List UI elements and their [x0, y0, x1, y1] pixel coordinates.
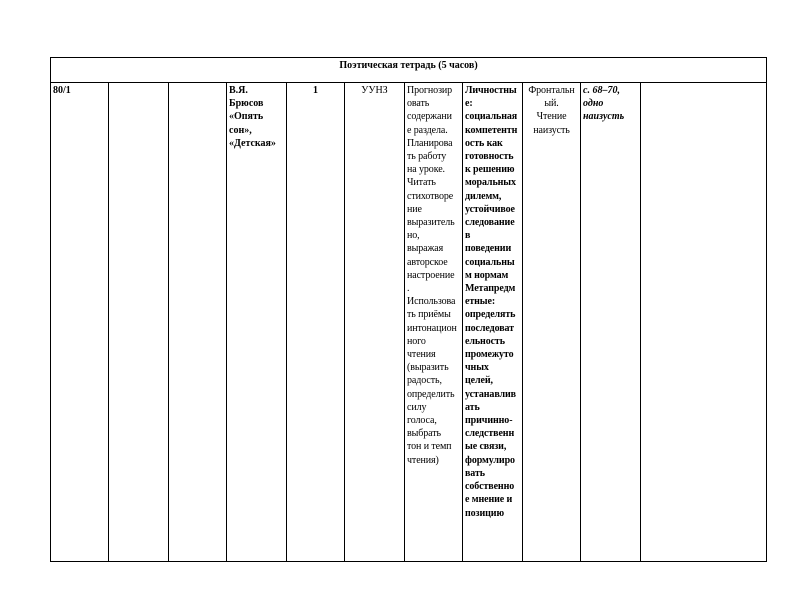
cell-line: определить	[407, 388, 455, 400]
cell-line: ость как	[465, 137, 503, 149]
cell-line: в	[465, 230, 471, 242]
cell-line: стихотворе	[407, 190, 454, 202]
cell-line: собственно	[465, 481, 515, 493]
table-row	[51, 83, 767, 562]
cell-line: Чтение	[536, 111, 567, 123]
lesson-hours: 1	[287, 83, 345, 562]
cell-line: «Опять	[229, 111, 264, 123]
cell-line: устойчивое	[465, 203, 515, 215]
cell-line: моральных	[465, 177, 516, 189]
cell-line: Читать	[407, 177, 436, 189]
cell-line: целей,	[465, 375, 493, 387]
empty-cell-2	[109, 83, 169, 562]
cell-line: устанавлив	[465, 388, 516, 400]
cell-line: ые связи,	[465, 441, 507, 453]
cell-line: социальны	[465, 256, 515, 268]
cell-line: компетентн	[465, 124, 518, 136]
cell-line: выразитель	[407, 217, 455, 229]
cell-line: сон»,	[229, 124, 252, 136]
cell-line: поведении	[465, 243, 512, 255]
cell-line: к решению	[465, 164, 515, 176]
section-header-row	[51, 58, 767, 83]
cell-line: но,	[407, 230, 420, 242]
cell-line: .	[407, 283, 410, 295]
cell-line: е мнение и	[465, 494, 513, 506]
cell-line: выбрать	[407, 428, 441, 440]
cell-line: Фронтальн	[528, 85, 575, 96]
cell-line: одно	[583, 98, 604, 110]
cell-line: Использова	[407, 296, 456, 308]
cell-line: определять	[465, 309, 516, 321]
lesson-plan-table	[50, 57, 767, 562]
cell-line: ый.	[544, 98, 559, 110]
cell-line: ельность	[465, 335, 505, 347]
cell-line: настроение	[407, 269, 455, 281]
cell-line: м нормам	[465, 269, 509, 281]
cell-line: е раздела.	[407, 124, 448, 136]
cell-line: с. 68–70,	[583, 85, 620, 96]
cell-line: радость,	[407, 375, 442, 387]
cell-line: ть приёмы	[407, 309, 451, 321]
empty-cell-11	[641, 83, 767, 562]
cell-line: ать	[465, 401, 480, 413]
cell-line: следование	[465, 217, 515, 229]
cell-line: авторское	[407, 256, 448, 268]
cell-line: В.Я.	[229, 85, 248, 96]
cell-line: овать	[407, 98, 430, 110]
cell-line: ть работу	[407, 151, 447, 163]
cell-line: Брюсов	[229, 98, 264, 110]
cell-line: чтения	[407, 349, 436, 361]
cell-line: силу	[407, 401, 427, 413]
section-title: Поэтическая тетрадь (5 часов)	[51, 58, 767, 83]
cell-line: чтения)	[407, 454, 439, 466]
cell-line: Прогнозир	[407, 85, 453, 96]
cell-line: последоват	[465, 322, 514, 334]
cell-line: интонацион	[407, 322, 457, 334]
cell-line: позицию	[465, 507, 505, 519]
lesson-topic	[227, 83, 287, 562]
cell-line: голоса,	[407, 415, 437, 427]
cell-line: дилемм,	[465, 190, 502, 202]
cell-line: наизусть	[533, 124, 570, 136]
cell-line: ние	[407, 203, 422, 215]
lesson-number: 80/1	[51, 83, 109, 562]
lesson-results	[463, 83, 523, 562]
cell-line: Личностны	[465, 85, 517, 96]
cell-line: содержани	[407, 111, 452, 123]
cell-line: социальная	[465, 111, 518, 123]
lesson-type: УУНЗ	[345, 83, 405, 562]
cell-line: выражая	[407, 243, 444, 255]
cell-line: чных	[465, 362, 489, 374]
lesson-activities	[405, 83, 463, 562]
cell-line: на уроке.	[407, 164, 445, 176]
cell-line: е:	[465, 98, 473, 110]
cell-line: причинно-	[465, 415, 513, 427]
cell-line: етные:	[465, 296, 496, 308]
cell-line: вать	[465, 467, 485, 479]
lesson-homework	[581, 83, 641, 562]
cell-line: «Детская»	[229, 137, 276, 149]
cell-line: тон и темп	[407, 441, 452, 453]
cell-line: следственн	[465, 428, 515, 440]
cell-line: Планирова	[407, 137, 453, 149]
cell-line: готовность	[465, 151, 514, 163]
cell-line: формулиро	[465, 454, 515, 466]
cell-line: Метапредм	[465, 283, 516, 295]
cell-line: наизусть	[583, 111, 625, 123]
cell-line: ного	[407, 335, 426, 347]
lesson-control	[523, 83, 581, 562]
empty-cell-3	[169, 83, 227, 562]
cell-line: промежуто	[465, 349, 514, 361]
cell-line: (выразить	[407, 362, 449, 374]
